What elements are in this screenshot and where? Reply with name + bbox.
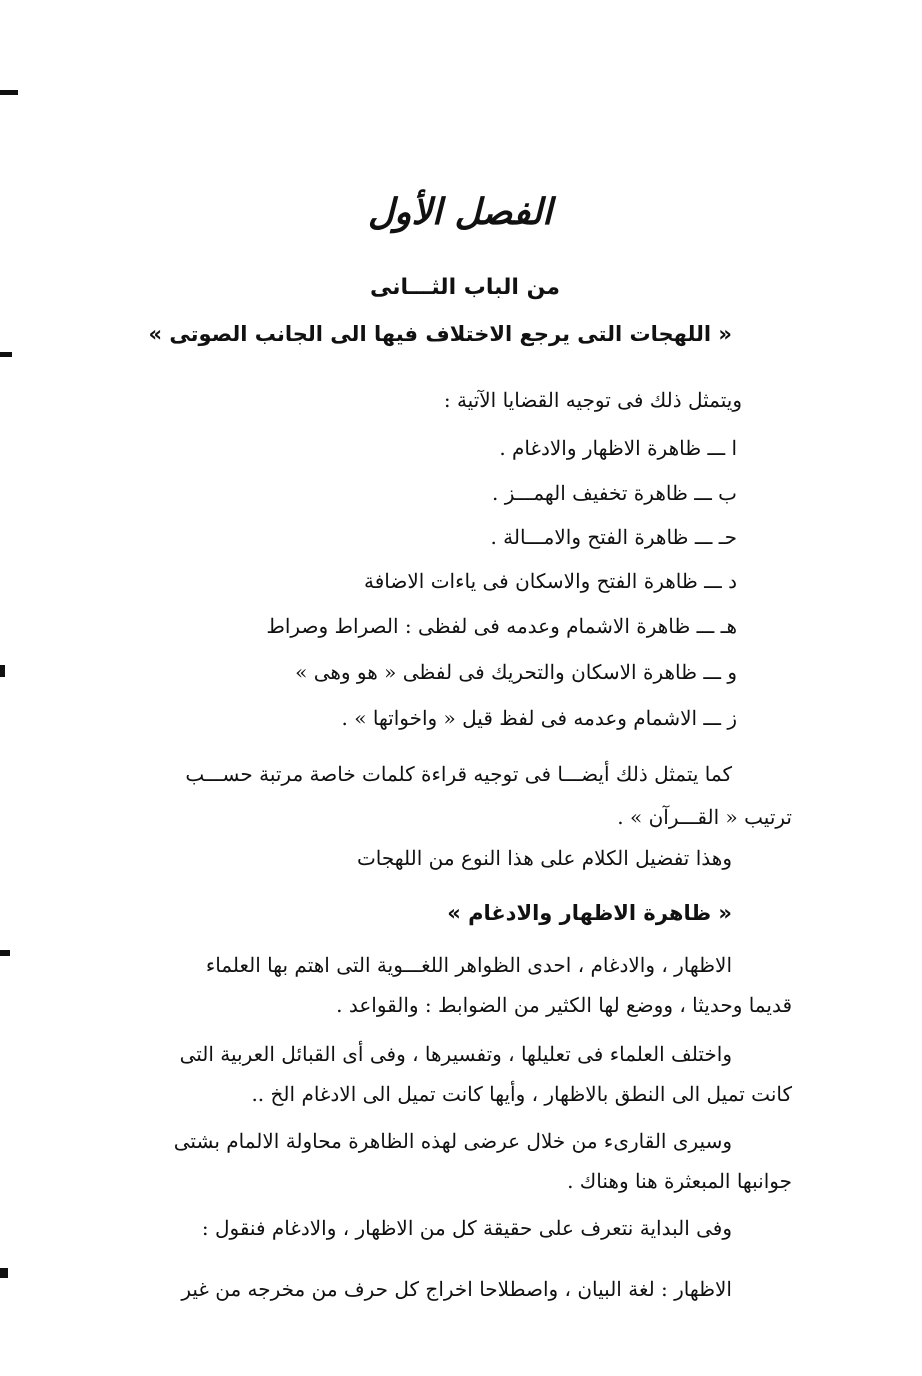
scan-mark xyxy=(0,665,5,677)
list-item: ز ـــ الاشمام وعدمه فى لفظ قيل « واخواتها » . xyxy=(341,706,737,730)
list-item: هـ ـــ ظاهرة الاشمام وعدمه فى لفظى : الصراط وصراط xyxy=(266,614,737,638)
scan-mark xyxy=(0,950,10,956)
paragraph-line: وفى البداية نتعرف على حقيقة كل من الاظهار ، والادغام فنقول : xyxy=(201,1216,732,1240)
list-item: حـ ـــ ظاهرة الفتح والامـــالة . xyxy=(490,525,737,549)
paragraph-line: جوانبها المبعثرة هنا وهناك . xyxy=(567,1169,792,1193)
paragraph-line: كانت تميل الى النطق بالاظهار ، وأيها كانت تميل الى الادغام الخ .. xyxy=(251,1082,792,1106)
list-item: ا ـــ ظاهرة الاظهار والادغام . xyxy=(499,436,737,460)
paragraph-line: الاظهار : لغة البيان ، واصطلاحا اخراج كل حرف من مخرجه من غير xyxy=(181,1277,732,1301)
chapter-title: الفصل الأول xyxy=(367,192,553,233)
paragraph-line: الاظهار ، والادغام ، احدى الظواهر اللغـــوية التى اهتم بها العلماء xyxy=(205,953,732,977)
scan-mark xyxy=(0,90,18,95)
chapter-subtitle: من الباب الثـــانى xyxy=(369,275,560,300)
paragraph-line: كما يتمثل ذلك أيضـــا فى توجيه قراءة كلمات خاصة مرتبة حســـب xyxy=(185,762,732,786)
list-item: د ـــ ظاهرة الفتح والاسكان فى ياءات الاضافة xyxy=(364,569,737,593)
chapter-heading: « اللهجات التى يرجع الاختلاف فيها الى الجانب الصوتى » xyxy=(148,322,732,346)
paragraph-line: وسيرى القارىء من خلال عرضى لهذه الظاهرة محاولة الالمام بشتى xyxy=(173,1129,732,1153)
paragraph-line: ترتيب « القـــرآن » . xyxy=(617,805,792,829)
scan-mark xyxy=(0,1268,8,1278)
list-item: ب ـــ ظاهرة تخفيف الهمـــز . xyxy=(492,481,737,505)
paragraph-line: واختلف العلماء فى تعليلها ، وتفسيرها ، وفى أى القبائل العربية التى xyxy=(179,1042,732,1066)
paragraph-line: قديما وحديثا ، ووضع لها الكثير من الضوابط : والقواعد . xyxy=(336,993,792,1017)
paragraph-line: وهذا تفضيل الكلام على هذا النوع من اللهجات xyxy=(356,846,732,870)
scan-mark xyxy=(0,352,12,357)
section-heading: « ظاهرة الاظهار والادغام » xyxy=(447,901,732,925)
list-item: و ـــ ظاهرة الاسكان والتحريك فى لفظى « هو وهى » xyxy=(295,660,737,684)
intro-line: ويتمثل ذلك فى توجيه القضايا الآتية : xyxy=(443,388,742,412)
